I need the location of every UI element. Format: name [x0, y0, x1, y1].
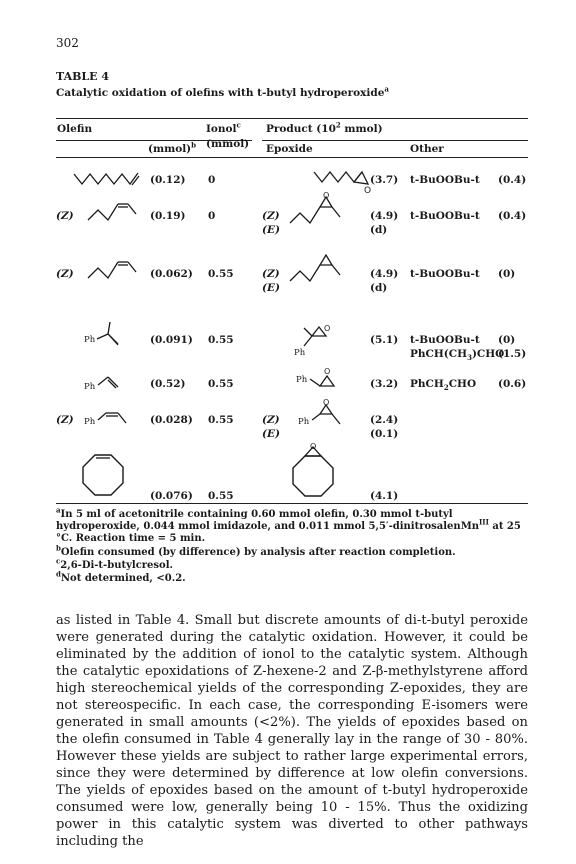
header-mmol-text: (mmol): [148, 143, 192, 155]
row5-ionol: 0.55: [208, 378, 234, 390]
footnote-a-text: In 5 ml of acetonitrile containing 0.60 mmol olefin, 0.30 mmol t-butyl hydroperoxide, 0.044 mmol imidazole, and 0.011 mmol 5,5′-dinitrosalenMn: [56, 509, 480, 532]
phenyl-label-5: Ph: [84, 382, 96, 392]
footnote-a: [56, 505, 526, 545]
footnote-d-mark: d: [56, 569, 61, 579]
footnote-a-tail: at 25 °C. Reaction time = 5 min.: [56, 521, 521, 544]
olefin-structure-3: [86, 256, 142, 282]
row5-other: PhCH$_2$CHO: [410, 378, 477, 393]
epoxide-oxygen-label-5: O: [324, 367, 331, 376]
phenyl-label-epox-5: Ph: [296, 375, 308, 385]
footnote-d-text: Not determined, <0.2.: [60, 573, 186, 584]
header-product: [266, 120, 383, 135]
row4-other-value: (0): [498, 334, 516, 346]
row2-other: t-BuOOBu-t: [410, 210, 480, 222]
table-bottom-rule: [56, 503, 528, 504]
row7-mmol: (0.076): [150, 490, 193, 502]
row1-epoxide: (3.7): [370, 174, 399, 186]
row6-product-isomer-e: (E): [262, 428, 280, 440]
row2-epoxide-e: (d): [370, 224, 388, 236]
row6-product-isomer-z: (Z): [262, 414, 280, 426]
header-product-text: Product (10: [266, 123, 336, 135]
header-ionol-unit: (mmol): [206, 138, 250, 150]
row6-isomer: (Z): [56, 414, 74, 426]
row2-product-isomer-e: (E): [262, 224, 280, 236]
phenyl-label-6: Ph: [84, 417, 96, 427]
row4-other: t-BuOOBu-t: [410, 334, 480, 346]
header-mmol-mark: b: [191, 140, 197, 150]
row3-isomer: (Z): [56, 268, 74, 280]
olefin-structure-5: [84, 372, 134, 394]
footnote-b-mark: b: [56, 543, 61, 553]
header-product-exp: 2: [335, 120, 341, 130]
epoxide-structure-3: [288, 251, 348, 285]
row4-other2-value: (1.5): [498, 348, 527, 360]
table-top-rule: [56, 118, 528, 119]
footnote-a-sup: III: [479, 517, 489, 527]
footnote-c: [56, 556, 526, 572]
header-ionol: [206, 120, 241, 135]
row1-other-value: (0.4): [498, 174, 527, 186]
row2-product-isomer-z: (Z): [262, 210, 280, 222]
table-caption-text: Catalytic oxidation of olefins with t-butyl hydroperoxide: [56, 87, 385, 99]
sub-2: 2: [443, 383, 449, 393]
row5-mmol: (0.52): [150, 378, 186, 390]
footnote-c-text: 2,6-Di-t-butylcresol.: [60, 560, 173, 571]
product-subrule: [262, 140, 528, 141]
row2-epoxide: (4.9): [370, 210, 399, 222]
row5-epoxide: (3.2): [370, 378, 399, 390]
header-product-tail: mmol): [340, 123, 383, 135]
table-header-rule: [56, 157, 528, 158]
table-caption: [56, 84, 389, 99]
epoxide-oxygen-label-6: O: [323, 398, 330, 407]
row2-mmol: (0.19): [150, 210, 186, 222]
row3-epoxide-e: (d): [370, 282, 388, 294]
row1-other: t-BuOOBu-t: [410, 174, 480, 186]
epoxide-structure-1: [312, 164, 376, 194]
body-text: as listed in Table 4. Small but discrete amounts of di-t-butyl peroxide were generated during the catalytic oxidation. However, it could be eliminated by the addition of ionol to the catalytic system. Although the catalytic epoxidations of Z-hexene-2 and Z-β-methylstyrene afford high stereochemical yields of the corresponding Z-epoxides, they are not stereospecific. In each case, the corresponding E-isomers were generated in small amounts (<2%). The yields of epoxides based on the olefin consumed in Table 4 generally lay in the range of 30 - 80%. However these yields are subject to rather large experimental errors, since they were determined by difference at low olefin conversions. The yields of epoxides based on the amount of t-butyl hydroperoxide consumed were low, generally being 10 - 15%. Thus the oxidizing power in this catalytic system was diverted to other pathways including the: [56, 613, 528, 849]
page-number: 302: [56, 36, 79, 50]
header-other: Other: [410, 143, 444, 155]
caption-footnote-mark: a: [384, 84, 389, 94]
row3-product-isomer-z: (Z): [262, 268, 280, 280]
footnote-a-mark: a: [56, 505, 61, 515]
phenyl-label-epox-6: Ph: [298, 417, 310, 427]
row4-ionol: 0.55: [208, 334, 234, 346]
row5-other-value: (0.6): [498, 378, 527, 390]
epoxide-structure-5: [296, 366, 348, 392]
footnote-d: [56, 569, 526, 585]
row6-epoxide-e: (0.1): [370, 428, 399, 440]
header-mmol: [148, 140, 197, 155]
row2-ionol: 0: [208, 210, 216, 222]
header-epoxide: Epoxide: [266, 143, 313, 155]
epoxide-structure-2: [288, 193, 348, 227]
olefin-structure-4: [84, 320, 134, 350]
row6-epoxide: (2.4): [370, 414, 399, 426]
row4-other2: $PhCH(CH_3)CHO$: [410, 348, 505, 363]
row1-ionol: 0: [208, 174, 216, 186]
phenyl-label-epox-4: Ph: [294, 348, 306, 358]
row6-mmol: (0.028): [150, 414, 193, 426]
body-paragraph: [56, 612, 528, 850]
row2-other-value: (0.4): [498, 210, 527, 222]
row3-product-isomer-e: (E): [262, 282, 280, 294]
olefin-structure-7: [80, 452, 126, 498]
sub-3: 3: [467, 353, 472, 363]
row7-epoxide: (4.1): [370, 490, 399, 502]
row3-mmol: (0.062): [150, 268, 193, 280]
header-olefin: Olefin: [57, 123, 93, 135]
footnote-b: [56, 543, 526, 559]
row3-ionol: 0.55: [208, 268, 234, 280]
header-ionol-text: Ionol: [206, 123, 237, 135]
epoxide-oxygen-label-4: O: [324, 324, 331, 333]
epoxide-oxygen-label-1: O: [364, 186, 372, 196]
row1-mmol: (0.12): [150, 174, 186, 186]
olefin-structure-2: [86, 198, 142, 224]
footnote-b-text: Olefin consumed (by difference) by analysis after reaction completion.: [60, 547, 456, 558]
row4-mmol: (0.091): [150, 334, 193, 346]
olefin-structure-6: [84, 408, 134, 430]
row3-other-value: (0): [498, 268, 516, 280]
epoxide-oxygen-label-2: O: [323, 191, 330, 200]
olefin-structure-1: [72, 168, 148, 190]
epoxide-structure-4: [290, 322, 348, 358]
epoxide-structure-7: [288, 444, 338, 500]
row3-epoxide: (4.9): [370, 268, 399, 280]
table-label: TABLE 4: [56, 70, 110, 83]
row6-ionol: 0.55: [208, 414, 234, 426]
row3-other: t-BuOOBu-t: [410, 268, 480, 280]
epoxide-oxygen-label-7: O: [310, 442, 317, 451]
footnote-c-mark: c: [56, 556, 61, 566]
epoxide-structure-6: [298, 400, 350, 430]
row7-ionol: 0.55: [208, 490, 234, 502]
row4-epoxide: (5.1): [370, 334, 399, 346]
header-ionol-mark: c: [236, 120, 241, 130]
phenyl-label-4: Ph: [84, 335, 96, 345]
row2-isomer: (Z): [56, 210, 74, 222]
